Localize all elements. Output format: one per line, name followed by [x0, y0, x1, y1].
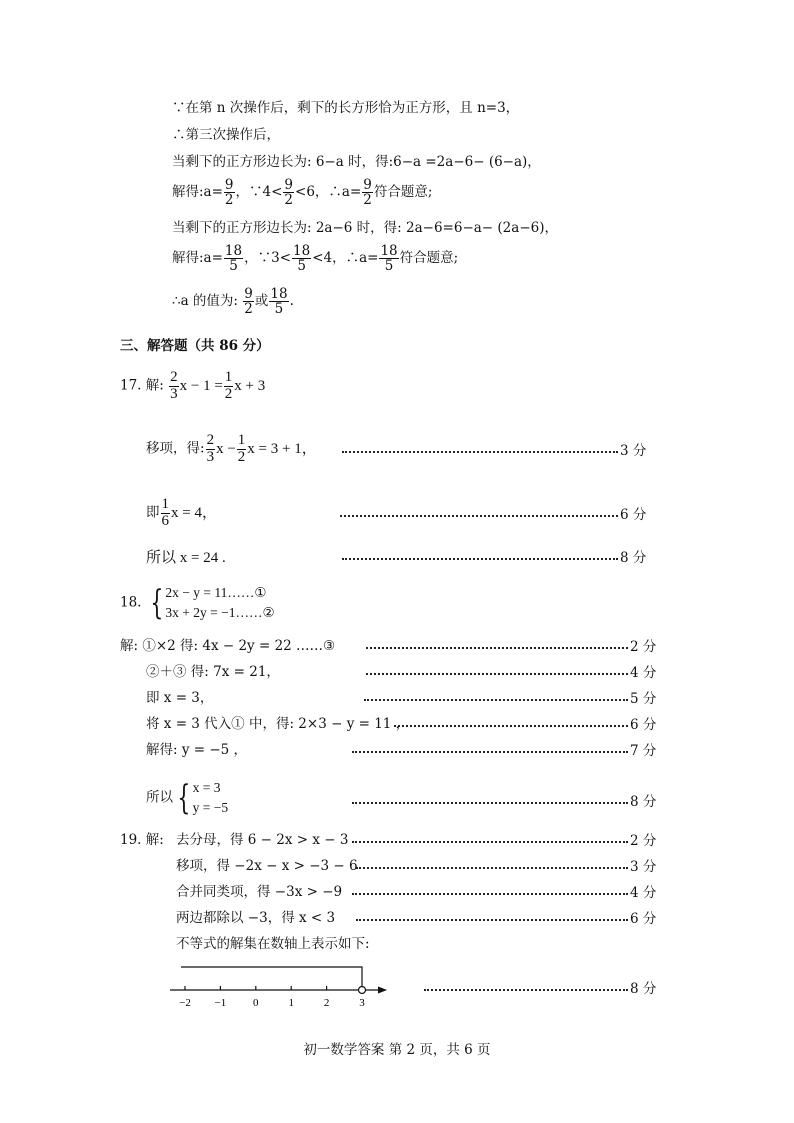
- solution-system: [193, 778, 228, 819]
- equation-part: x = 3 + 1，: [247, 440, 317, 457]
- dotted-leader: [342, 558, 618, 560]
- score: 6 分: [620, 507, 647, 523]
- dotted-leader: [394, 725, 628, 727]
- text: ∴a 的值为:: [172, 292, 243, 309]
- numerator: 18: [293, 243, 311, 259]
- text: .: [289, 292, 294, 309]
- fraction: [224, 178, 235, 207]
- text-line: [172, 178, 432, 207]
- equation-part: x + 3: [234, 377, 266, 394]
- brace: {: [150, 582, 164, 623]
- fraction: [224, 244, 243, 273]
- fraction: [269, 287, 288, 316]
- q18-step: 即 x = 3，: [146, 690, 214, 706]
- section-title: 三、解答题（共 86 分）: [120, 338, 270, 354]
- numerator: 18: [380, 243, 398, 259]
- text: <6，∴a=: [295, 183, 362, 200]
- score: 3 分: [630, 859, 657, 875]
- axis-tick-label: 3: [359, 997, 365, 1008]
- dotted-leader: [356, 919, 628, 921]
- equation-system: [165, 583, 274, 624]
- dotted-leader: [364, 699, 628, 701]
- numerator: 18: [224, 243, 243, 259]
- fraction: [206, 433, 216, 466]
- fraction: [292, 244, 311, 273]
- fraction: [161, 497, 171, 530]
- axis-ticks: [179, 986, 365, 1008]
- fraction: [362, 178, 373, 207]
- dotted-leader: [342, 451, 618, 453]
- denominator: 3: [170, 385, 178, 402]
- numerator: 2: [170, 369, 178, 385]
- axis-tick-label: 1: [288, 997, 294, 1008]
- numerator: 1: [237, 432, 246, 448]
- dotted-leader: [424, 989, 628, 991]
- text: 解得:a=: [172, 249, 223, 266]
- dotted-leader: [352, 893, 628, 895]
- equation-part: x −: [216, 440, 236, 457]
- solution-y: y = −5: [192, 800, 229, 816]
- denominator: 3: [206, 448, 215, 465]
- text-line: 当剩下的正方形边长为: 6−a 时，得:6−a =2a−6− (6−a)，: [172, 154, 541, 170]
- denominator: 5: [274, 301, 284, 318]
- numerator: 1: [224, 369, 233, 385]
- text: ，∵4<: [235, 183, 283, 200]
- text-line: 不等式的解集在数轴上表示如下:: [176, 936, 370, 952]
- denominator: 2: [244, 301, 253, 318]
- denominator: 5: [384, 258, 394, 275]
- q18-final: [146, 778, 228, 819]
- text: 或: [254, 292, 269, 309]
- q18-step: 解得: y = −5 ，: [146, 742, 248, 758]
- numerator: 2: [206, 432, 215, 448]
- dotted-leader: [352, 751, 628, 753]
- score: 8 分: [620, 550, 647, 566]
- open-circle-icon: [359, 987, 366, 994]
- denominator: 6: [161, 512, 169, 529]
- score: 4 分: [630, 665, 657, 681]
- score: 2 分: [630, 639, 657, 655]
- fraction: [243, 287, 254, 316]
- score: 8 分: [630, 981, 657, 997]
- fraction: [237, 433, 247, 466]
- q17-step1: [146, 433, 317, 466]
- dotted-leader: [356, 867, 628, 869]
- text: <4，∴a=: [312, 249, 379, 266]
- q17-step3: 所以 x = 24 .: [146, 550, 226, 566]
- number-line: [165, 960, 400, 1008]
- q19-step: 去分母，得 6 − 2x > x − 3: [176, 832, 349, 848]
- numerator: 9: [284, 177, 294, 193]
- dotted-leader: [340, 515, 618, 517]
- question-label: 17. 解:: [120, 377, 164, 394]
- numerator: 1: [161, 496, 169, 512]
- q19-step: 移项，得 −2x − x > −3 − 6: [176, 858, 358, 874]
- q18-step: ②＋③ 得: 7x = 21，: [146, 664, 280, 680]
- equation-2: 3x + 2y = −1……②: [165, 605, 275, 621]
- q19-step: 合并同类项，得 −3x > −9: [176, 884, 343, 900]
- score: 7 分: [630, 743, 657, 759]
- axis-tick-label: −2: [179, 997, 191, 1008]
- page-footer: 初一数学答案 第 2 页，共 6 页: [303, 1042, 491, 1058]
- dotted-leader: [352, 802, 628, 804]
- fraction: [169, 370, 179, 403]
- q18-step: 将 x = 3 代入① 中，得: 2×3 − y = 11 ，: [146, 716, 410, 732]
- denominator: 5: [229, 258, 238, 275]
- q17-step2: [146, 497, 217, 530]
- q18-question: [120, 583, 275, 624]
- score: 6 分: [630, 717, 657, 733]
- brace: {: [177, 777, 191, 818]
- text-line: [172, 287, 294, 316]
- question-label: 18.: [120, 594, 142, 611]
- numerator: 18: [270, 286, 288, 302]
- solution-bracket: [181, 967, 362, 990]
- dotted-leader: [366, 673, 628, 675]
- fraction: [283, 178, 294, 207]
- text-line: [172, 244, 458, 273]
- text: 移项，得:: [146, 440, 205, 457]
- solution-x: x = 3: [192, 780, 221, 795]
- text: 所以: [146, 789, 173, 806]
- arrow-icon: [378, 987, 387, 994]
- text: 符合题意;: [373, 183, 433, 200]
- denominator: 2: [284, 192, 294, 209]
- axis-tick-label: 0: [253, 997, 259, 1008]
- text-line: ∴第三次操作后，: [172, 127, 280, 143]
- denominator: 2: [224, 192, 234, 209]
- numerator: 9: [363, 177, 372, 193]
- equation-part: x = 4，: [171, 504, 217, 521]
- numerator: 9: [244, 286, 253, 302]
- q17-question: [120, 370, 265, 403]
- score: 6 分: [630, 911, 657, 927]
- text: 即: [146, 504, 160, 521]
- score: 5 分: [630, 691, 657, 707]
- denominator: 2: [363, 192, 372, 209]
- score: 4 分: [630, 885, 657, 901]
- q19-step: 两边都除以 −3，得 x < 3: [176, 910, 336, 926]
- score: 2 分: [630, 833, 657, 849]
- axis-tick-label: 2: [323, 997, 330, 1008]
- text-line: 当剩下的正方形边长为: 2a−6 时，得: 2a−6=6−a− (2a−6)，: [172, 220, 558, 236]
- text: 符合题意;: [399, 249, 459, 266]
- denominator: 2: [224, 385, 233, 402]
- q18-step: 解: ①×2 得: 4x − 2y = 22 ……③: [120, 638, 336, 654]
- fraction: [224, 370, 234, 403]
- dotted-leader: [352, 841, 628, 843]
- score: 8 分: [630, 794, 657, 810]
- numerator: 9: [224, 177, 234, 193]
- dotted-leader: [366, 647, 628, 649]
- fraction: [379, 244, 398, 273]
- equation-1: 2x − y = 11……①: [165, 585, 267, 600]
- text: 解得:a=: [172, 183, 223, 200]
- equation-part: x − 1 =: [179, 377, 223, 394]
- question-label: 19. 解:: [120, 832, 164, 848]
- score: 3 分: [620, 443, 647, 459]
- text: ，∵3<: [244, 249, 292, 266]
- denominator: 5: [297, 258, 306, 275]
- axis-tick-label: −1: [214, 997, 227, 1008]
- text-line: ∵在第 n 次操作后，剩下的长方形恰为正方形，且 n=3，: [172, 100, 520, 116]
- denominator: 2: [237, 448, 246, 465]
